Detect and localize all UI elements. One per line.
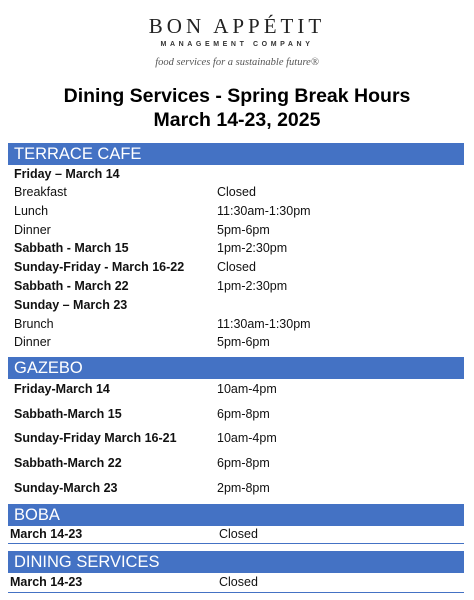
gazebo-row-label: Friday-March 14 bbox=[14, 382, 110, 396]
gazebo-row-label: Sabbath-March 22 bbox=[14, 456, 122, 470]
section-header-boba: BOBA bbox=[8, 504, 464, 526]
gazebo-row-label: Sunday-Friday March 16-21 bbox=[14, 431, 177, 445]
terrace-row-label: Sunday – March 23 bbox=[14, 298, 128, 312]
terrace-row-label: Sabbath - March 15 bbox=[14, 241, 129, 255]
gazebo-row-hours: 6pm-8pm bbox=[217, 407, 270, 421]
terrace-row-label: Breakfast bbox=[14, 185, 67, 199]
terrace-row-hours: Closed bbox=[217, 185, 256, 199]
logo-tagline: food services for a sustainable future® bbox=[155, 57, 319, 68]
boba-row-label: March 14-23 bbox=[10, 527, 83, 541]
section-divider bbox=[8, 592, 464, 593]
bon-appetit-logo bbox=[0, 14, 474, 68]
gazebo-row-hours: 6pm-8pm bbox=[217, 456, 270, 470]
gazebo-row-label: Sabbath-March 15 bbox=[14, 407, 122, 421]
terrace-row-label: Dinner bbox=[14, 223, 51, 237]
terrace-row-hours: 5pm-6pm bbox=[217, 335, 270, 349]
terrace-row-hours: 1pm-2:30pm bbox=[217, 279, 288, 293]
section-header-terrace-cafe: TERRACE CAFE bbox=[8, 143, 464, 165]
dining-row-hours: Closed bbox=[219, 575, 258, 589]
terrace-row-label: Sunday-Friday - March 16-22 bbox=[14, 260, 185, 274]
page-subtitle-dates: March 14-23, 2025 bbox=[153, 109, 321, 131]
terrace-row-label: Dinner bbox=[14, 335, 51, 349]
terrace-row-hours: Closed bbox=[217, 260, 256, 274]
terrace-row-label: Brunch bbox=[14, 317, 54, 331]
terrace-row-hours: 11:30am-1:30pm bbox=[217, 317, 311, 331]
section-header-gazebo: GAZEBO bbox=[8, 357, 464, 379]
terrace-row-hours: 5pm-6pm bbox=[217, 223, 270, 237]
terrace-row-hours: 11:30am-1:30pm bbox=[217, 204, 311, 218]
terrace-row-label: Lunch bbox=[14, 204, 49, 218]
section-header-dining-services: DINING SERVICES bbox=[8, 551, 464, 573]
terrace-row-hours: 1pm-2:30pm bbox=[217, 241, 288, 255]
logo-subtitle: MANAGEMENT COMPANY bbox=[160, 41, 314, 48]
dining-row-label: March 14-23 bbox=[10, 575, 83, 589]
section-divider bbox=[8, 543, 464, 544]
gazebo-row-hours: 2pm-8pm bbox=[217, 481, 270, 495]
gazebo-row-label: Sunday-March 23 bbox=[14, 481, 118, 495]
terrace-row-label: Friday – March 14 bbox=[14, 167, 120, 181]
terrace-row-label: Sabbath - March 22 bbox=[14, 279, 129, 293]
boba-row-hours: Closed bbox=[219, 527, 258, 541]
gazebo-row-hours: 10am-4pm bbox=[217, 382, 277, 396]
gazebo-row-hours: 10am-4pm bbox=[217, 431, 277, 445]
logo-name: BON APPÉTIT bbox=[148, 14, 326, 38]
page-title: Dining Services - Spring Break Hours bbox=[63, 85, 411, 107]
